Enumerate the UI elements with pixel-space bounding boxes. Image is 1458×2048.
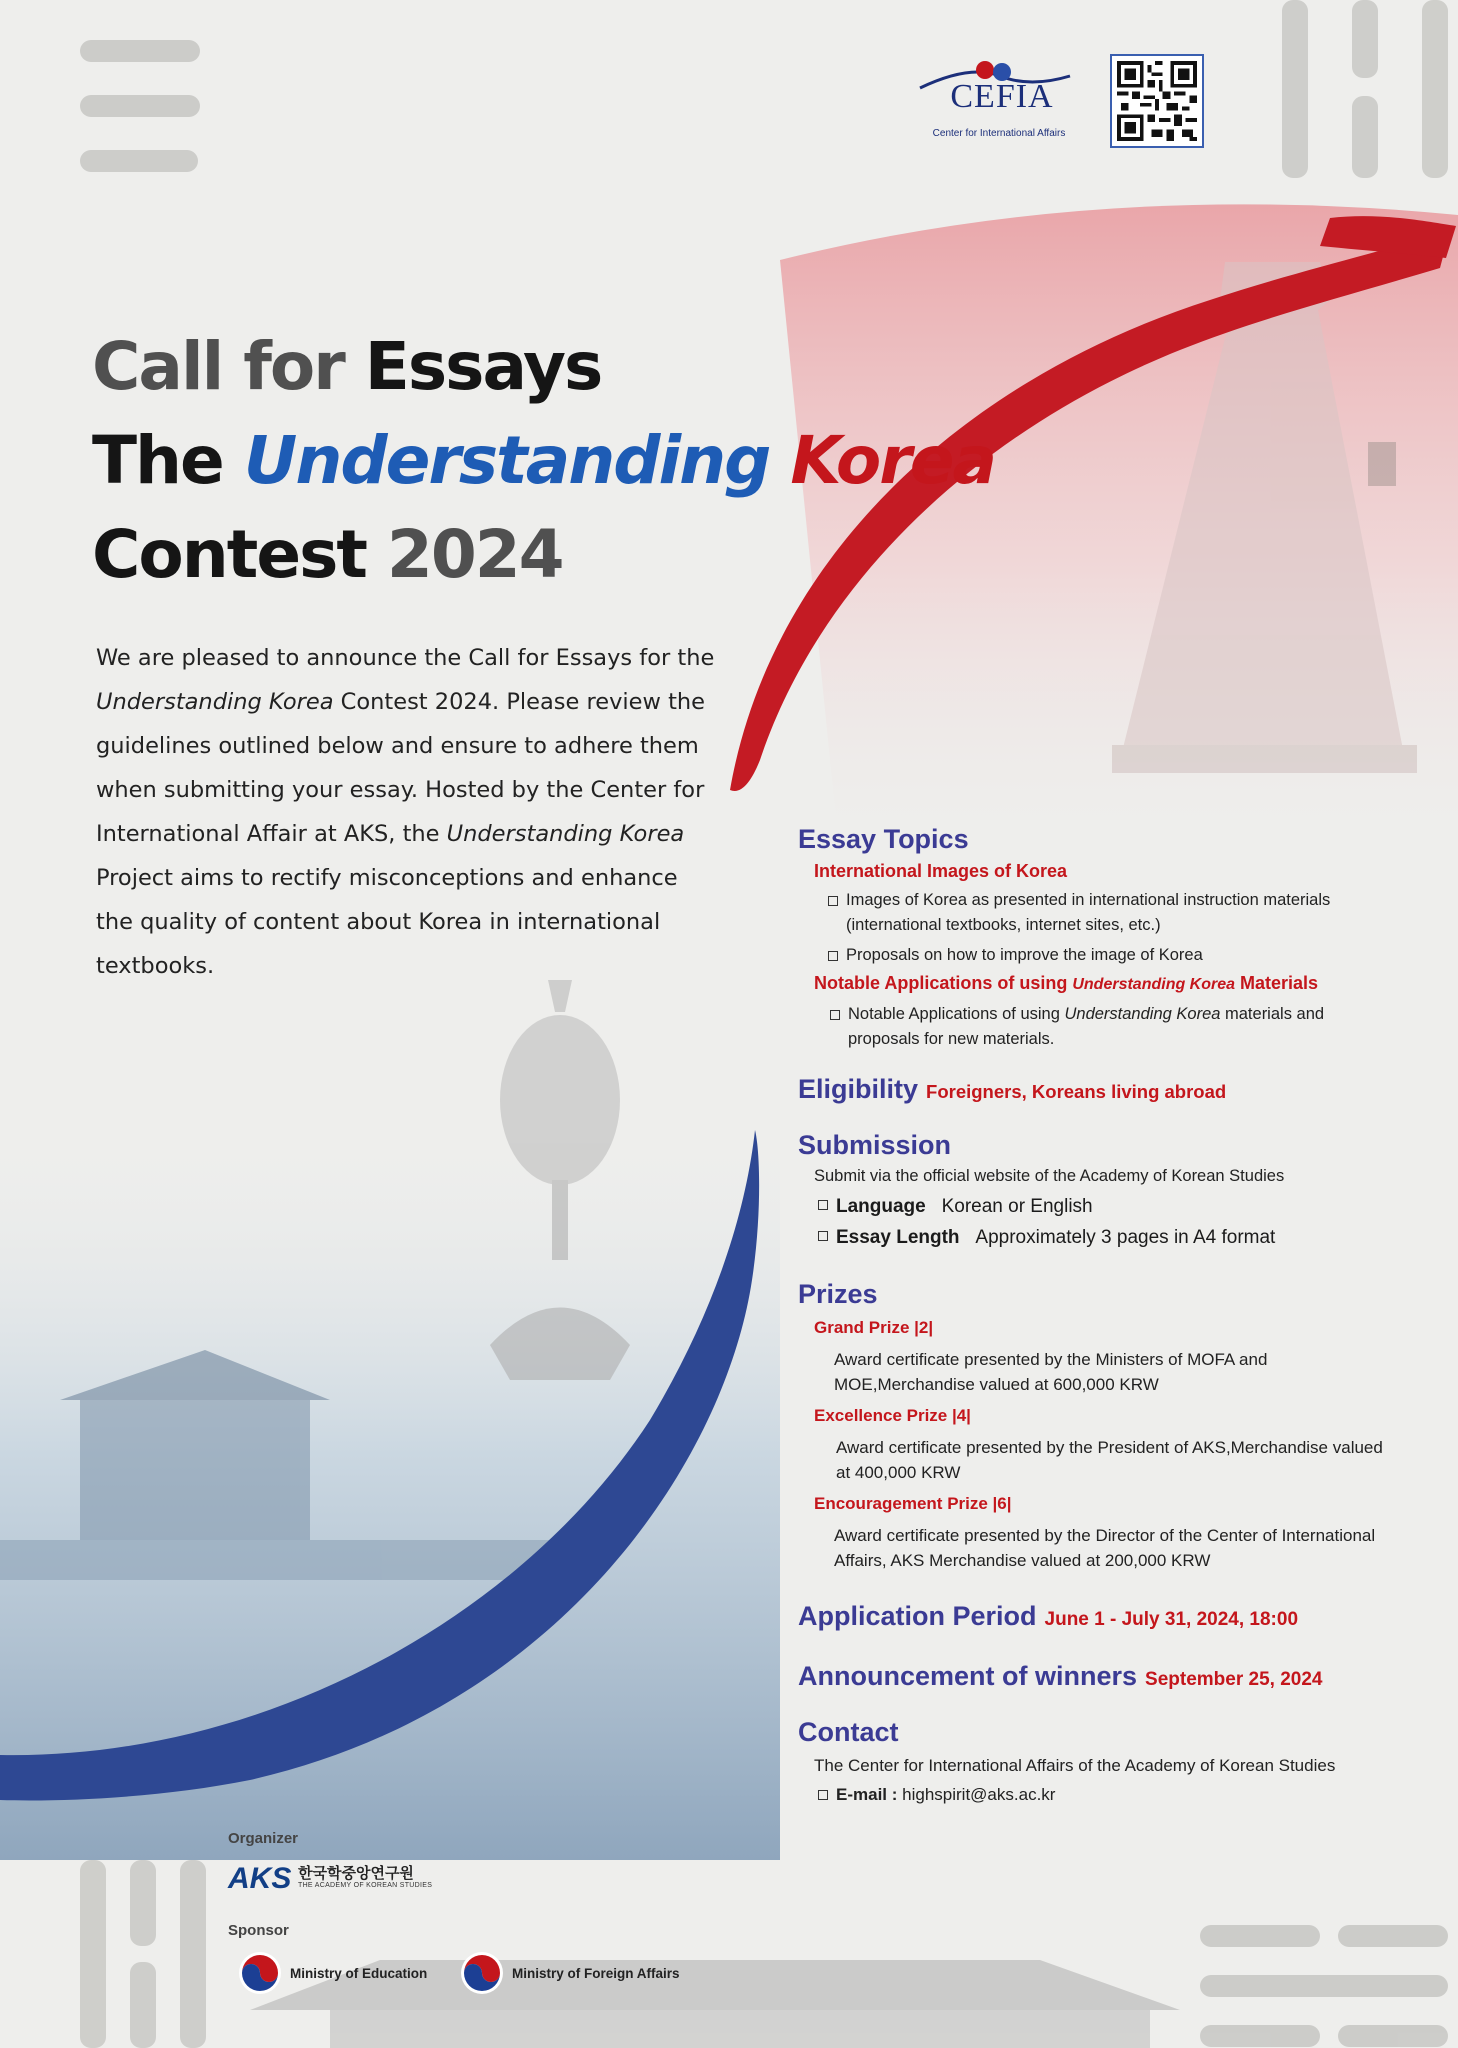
eligibility-heading: Eligibility bbox=[798, 1074, 919, 1104]
title-understanding: Understanding bbox=[243, 422, 770, 499]
qr-code-icon bbox=[1117, 61, 1197, 141]
qr-code[interactable] bbox=[1110, 54, 1204, 148]
submission-length bbox=[814, 1222, 1398, 1253]
topic-2-bullet-emphasis: Understanding Korea bbox=[1064, 1005, 1221, 1023]
title-the: The bbox=[92, 422, 223, 499]
sponsor-1-name: Ministry of Education bbox=[290, 1965, 428, 1981]
topic-2-title-text: Notable Applications of using bbox=[814, 973, 1073, 993]
intro-line bbox=[96, 680, 736, 724]
sponsor-ministry-foreign-affairs bbox=[460, 1950, 680, 1996]
title-year: 2024 bbox=[386, 516, 563, 593]
essay-topics-heading: Essay Topics bbox=[798, 824, 969, 854]
contact-email bbox=[814, 1782, 1398, 1807]
topic-2-title bbox=[814, 970, 1398, 998]
logo-name: CEFIA bbox=[950, 78, 1054, 115]
topic-1-title: International Images of Korea bbox=[814, 861, 1068, 881]
length-label: Essay Length bbox=[836, 1227, 960, 1248]
taegeuk-icon bbox=[238, 1951, 282, 1995]
contact-organization: The Center for International Affairs of the Academy of Korean Studies bbox=[814, 1756, 1336, 1775]
prize-description: Award certificate presented by the Director of the Center of International Affairs, AKS Merchandise valued at 200,000 KRW bbox=[834, 1526, 1376, 1570]
prize-title: Encouragement Prize |6| bbox=[814, 1494, 1012, 1513]
application-period-section bbox=[798, 1599, 1398, 1633]
footer-credits bbox=[228, 1830, 748, 1981]
decor-bars-bottom-left bbox=[80, 1860, 206, 2048]
intro-line: textbooks. bbox=[96, 953, 215, 979]
aks-mark: AKS bbox=[228, 1862, 292, 1895]
application-period-value: June 1 - July 31, 2024, 18:00 bbox=[1044, 1609, 1299, 1630]
sponsor-label: Sponsor bbox=[228, 1922, 289, 1939]
title-call-for: Call for bbox=[92, 328, 344, 405]
topic-1-bullet-2: Proposals on how to improve the image of Korea bbox=[824, 943, 1398, 968]
length-value: Approximately 3 pages in A4 format bbox=[975, 1227, 1276, 1248]
title-line-1 bbox=[92, 320, 995, 414]
submission-section bbox=[798, 1128, 1398, 1253]
title-korea: Korea bbox=[790, 422, 996, 499]
intro-line: Project aims to rectify misconceptions and enhance bbox=[96, 865, 678, 891]
announcement-section bbox=[798, 1659, 1398, 1693]
taegeuk-icon bbox=[460, 1951, 504, 1995]
intro-line: the quality of content about Korea in international bbox=[96, 909, 661, 935]
prize-title: Excellence Prize |4| bbox=[814, 1406, 971, 1425]
title-line-3 bbox=[92, 508, 995, 602]
prize-description: Award certificate presented by the President of AKS,Merchandise valued at 400,000 KRW bbox=[836, 1438, 1383, 1482]
topic-2-bullet-1 bbox=[826, 1002, 1398, 1052]
title-contest: Contest bbox=[92, 516, 366, 593]
prize-description: Award certificate presented by the Ministers of MOFA and MOE,Merchandise valued at 600,000 KRW bbox=[834, 1350, 1268, 1394]
topic-2-title-emphasis: Understanding Korea bbox=[1072, 976, 1236, 993]
organizer-label: Organizer bbox=[228, 1830, 299, 1847]
intro-paragraph bbox=[96, 636, 736, 988]
sponsor-ministry-education bbox=[238, 1950, 427, 1996]
intro-emphasis: Understanding Korea bbox=[96, 689, 334, 715]
title-essays: Essays bbox=[364, 328, 602, 405]
prize-title: Grand Prize |2| bbox=[814, 1318, 934, 1337]
contact-section bbox=[798, 1715, 1398, 1807]
poster-title bbox=[92, 320, 995, 602]
intro-line bbox=[96, 812, 736, 856]
submission-language bbox=[814, 1191, 1398, 1222]
aks-english-name: THE ACADEMY OF KOREAN STUDIES bbox=[298, 1882, 433, 1889]
email-label: E-mail : bbox=[836, 1785, 898, 1804]
eligibility-value: Foreigners, Koreans living abroad bbox=[926, 1081, 1227, 1102]
prizes-heading: Prizes bbox=[798, 1279, 878, 1309]
announcement-heading: Announcement of winners bbox=[798, 1661, 1138, 1691]
topic-2-bullet-text: Notable Applications of using bbox=[848, 1005, 1065, 1023]
application-period-heading: Application Period bbox=[798, 1601, 1037, 1631]
logo-subtitle: Center for International Affairs bbox=[932, 128, 1066, 139]
title-line-2 bbox=[92, 414, 995, 508]
intro-text: Contest 2024. Please review the bbox=[333, 689, 706, 715]
decor-bars-top-right bbox=[1282, 0, 1448, 178]
intro-line: guidelines outlined below and ensure to adhere them bbox=[96, 733, 699, 759]
contact-heading: Contact bbox=[798, 1717, 899, 1747]
topic-2-bullet-text: materials and proposals for new materials. bbox=[848, 1005, 1325, 1048]
topic-2-title-text: Materials bbox=[1235, 973, 1319, 993]
language-label: Language bbox=[836, 1196, 926, 1217]
announcement-value: September 25, 2024 bbox=[1145, 1669, 1323, 1690]
intro-emphasis: Understanding Korea bbox=[446, 821, 685, 847]
aks-logo bbox=[228, 1860, 448, 1896]
intro-text: International Affair at AKS, the bbox=[96, 821, 447, 847]
essay-topics-section bbox=[798, 822, 1398, 1052]
cefia-logo bbox=[910, 58, 1080, 148]
submission-list bbox=[814, 1191, 1398, 1253]
submission-heading: Submission bbox=[798, 1130, 952, 1160]
decor-dashes-bottom-right bbox=[1200, 1925, 1448, 2047]
contest-details bbox=[798, 822, 1398, 1807]
sponsor-2-name: Ministry of Foreign Affairs bbox=[512, 1965, 680, 1981]
intro-line: We are pleased to announce the Call for Essays for the bbox=[96, 645, 715, 671]
decor-dashes-top-left bbox=[80, 40, 200, 172]
aks-korean-name: 한국학중앙연구원 bbox=[298, 1865, 414, 1882]
language-value: Korean or English bbox=[941, 1196, 1093, 1217]
topic-1-bullet-1: Images of Korea as presented in international instruction materials (international textbooks, internet sites, etc.) bbox=[824, 888, 1398, 938]
email-value[interactable]: highspirit@aks.ac.kr bbox=[902, 1785, 1056, 1804]
prizes-section bbox=[798, 1277, 1398, 1573]
eligibility-section bbox=[798, 1072, 1398, 1106]
submission-note: Submit via the official website of the Academy of Korean Studies bbox=[814, 1167, 1285, 1185]
intro-line: when submitting your essay. Hosted by the Center for bbox=[96, 777, 705, 803]
